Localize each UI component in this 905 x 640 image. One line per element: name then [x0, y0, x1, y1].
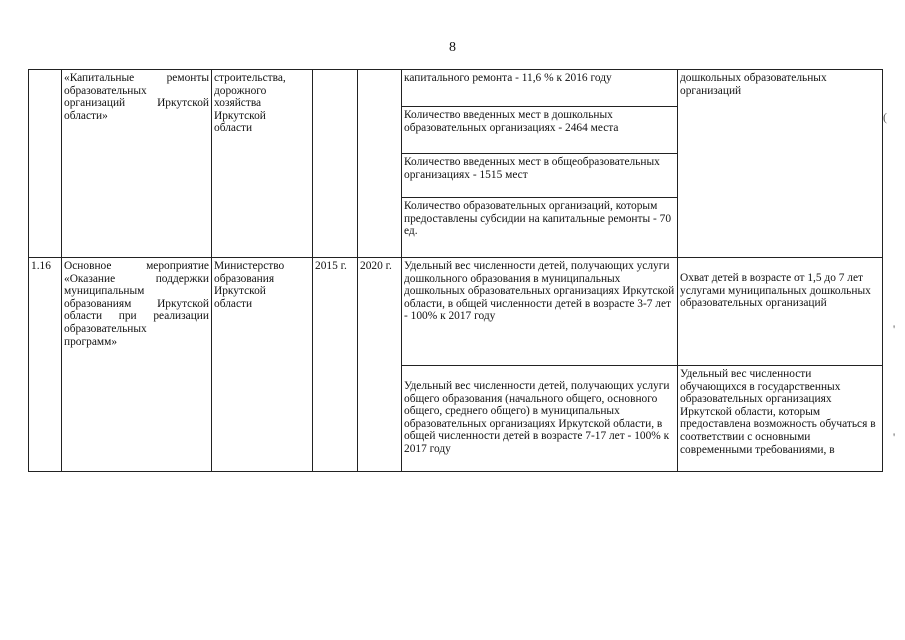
- indicator-cell: Удельный вес численности детей, получающих услуги дошкольного образования в муниципальных дошкольных образовательных организациях Иркутской области, в общей численности детей в возрасте 3-7 лет - 100% к 2017 году: [402, 258, 678, 366]
- measure-name-line: области»: [64, 109, 108, 122]
- result-line: организаций: [680, 84, 742, 97]
- executor-line: Иркутской: [214, 285, 266, 298]
- end-year-cell: 2020 г.: [358, 258, 402, 472]
- measure-name-cell: [62, 258, 212, 472]
- start-year-cell: [313, 70, 358, 258]
- executor-line: Министерство: [214, 260, 285, 272]
- measure-name-line: области при реализации: [64, 310, 209, 323]
- num-cell: 1.16: [29, 258, 62, 472]
- table-row: [29, 258, 883, 366]
- executor-cell: [212, 70, 313, 258]
- executor-line: области: [214, 297, 253, 310]
- executor-line: Иркутской: [214, 109, 266, 122]
- margin-mark: ': [893, 322, 896, 336]
- num-cell: [29, 70, 62, 258]
- indicator-cell: Количество введенных мест в общеобразовательных организациях - 1515 мест: [402, 154, 678, 198]
- measure-name-line: муниципальным: [64, 285, 145, 298]
- measure-name-cell: [62, 70, 212, 258]
- executor-line: хозяйства: [214, 97, 262, 110]
- executor-line: дорожного: [214, 84, 267, 97]
- program-table: [28, 69, 883, 472]
- measure-name-line: организаций Иркутской: [64, 97, 209, 110]
- result-line: дошкольных образовательных: [680, 72, 827, 84]
- executor-line: строительства,: [214, 72, 286, 84]
- indicator-cell: Количество введенных мест в дошкольных образовательных организациях - 2464 места: [402, 107, 678, 154]
- result-cell: [678, 70, 883, 258]
- result-cell: Охват детей в возрасте от 1,5 до 7 лет услугами муниципальных дошкольных образовательных организаций: [678, 258, 883, 366]
- start-year-cell: 2015 г.: [313, 258, 358, 472]
- measure-name-line: программ»: [64, 335, 118, 348]
- page-number: 8: [449, 40, 456, 55]
- measure-name-line: Основное мероприятие: [64, 260, 209, 272]
- executor-cell: [212, 258, 313, 472]
- executor-line: области: [214, 122, 253, 135]
- measure-name-line: «Оказание поддержки: [64, 272, 209, 285]
- executor-line: образования: [214, 272, 275, 285]
- table-row: [29, 70, 883, 107]
- margin-mark: ': [893, 430, 896, 444]
- result-cell: Удельный вес численности обучающихся в государственных образовательных организациях Иркутской области, которым предоставлена возможность обучаться в соответствии с основными современными требованиями, в: [678, 366, 883, 472]
- measure-name-line: образовательных: [64, 322, 147, 335]
- indicator-cell: Удельный вес численности детей, получающих услуги общего образования (начального общего, основного общего, среднего общего) в муниципальных образовательных организациях Иркутской области, в общей численности детей в возрасте 7-17 лет - 100% к 2017 году: [402, 366, 678, 472]
- margin-mark: (: [883, 110, 887, 124]
- measure-name-line: образованиям Иркутской: [64, 297, 209, 310]
- measure-name-line: образовательных: [64, 84, 147, 97]
- measure-name-line: «Капитальные ремонты: [64, 72, 209, 84]
- end-year-cell: [358, 70, 402, 258]
- indicator-cell: Количество образовательных организаций, которым предоставлены субсидии на капитальные ремонты - 70 ед.: [402, 198, 678, 258]
- indicator-cell: капитального ремонта - 11,6 % к 2016 году: [402, 70, 678, 107]
